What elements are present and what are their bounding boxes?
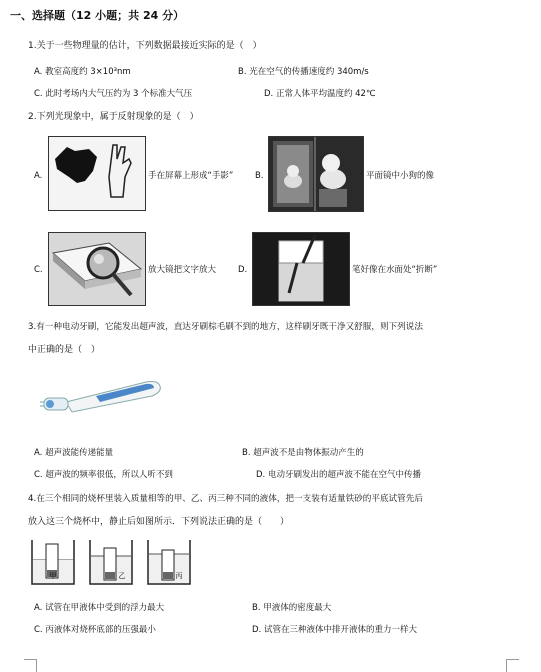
question-4-stem-line-1: 4.在三个相同的烧杯里装入质量相等的甲、乙、丙三种不同的液体，把一支装有适量铁砂的平底试管先后	[28, 494, 423, 504]
q3-option-d: D. 电动牙刷发出的超声波不能在空气中传播	[256, 470, 421, 480]
q3-option-a: A. 超声波能传递能量	[34, 448, 114, 458]
three-beakers-diagram	[26, 536, 198, 588]
q1-option-c: C. 此时考场内大气压约为 3 个标准大气压	[34, 89, 193, 99]
q1-option-a: A. 教室高度约 3×10³nm	[34, 67, 131, 77]
question-2-stem: 2.下列光现象中，属于反射现象的是（ ）	[28, 112, 199, 122]
q2-option-b-letter: B.	[255, 171, 264, 181]
q2-option-a-caption: 手在屏幕上形成“手影”	[148, 171, 234, 181]
beaker-label-yi: 乙	[118, 572, 126, 580]
mirror-dog-image	[268, 136, 364, 212]
beaker-label-jia: 甲	[49, 572, 57, 580]
question-3-stem-line-1: 3.有一种电动牙刷，它能发出超声波，直达牙刷棕毛刷不到的地方，这样刷牙既干净又舒服，则下列说法	[28, 322, 423, 332]
question-3-stem-line-2: 中正确的是（ ）	[28, 345, 101, 355]
q1-option-b: B. 光在空气的传播速度约 340m/s	[238, 67, 369, 77]
section-title: 一、选择题（12 小题；共 24 分）	[10, 9, 185, 22]
q2-option-d-caption: 笔好像在水面处“折断”	[352, 265, 438, 275]
q4-option-d: D. 试管在三种液体中排开液体的重力一样大	[252, 625, 417, 635]
q4-option-b: B. 甲液体的密度最大	[252, 603, 332, 613]
question-4-stem-line-2: 放入这三个烧杯中，静止后如图所示．下列说法正确的是（ ）	[28, 517, 290, 527]
hand-shadow-image	[48, 136, 146, 211]
magnifier-image	[48, 232, 146, 306]
q3-option-b: B. 超声波不是由物体振动产生的	[242, 448, 364, 458]
page-corner-mark-right	[506, 659, 519, 672]
q2-option-d-letter: D.	[238, 265, 248, 275]
q4-option-c: C. 丙液体对烧杯底部的压强最小	[34, 625, 156, 635]
bent-pencil-image	[252, 232, 350, 306]
q2-option-b-caption: 平面镜中小狗的像	[366, 171, 435, 181]
q2-option-c-caption: 放大镜把文字放大	[148, 265, 217, 275]
question-1-stem: 1.关于一些物理量的估计，下列数据最接近实际的是（ ）	[28, 41, 262, 51]
q2-option-c-letter: C.	[34, 265, 43, 275]
page-corner-mark-left	[24, 659, 37, 672]
q4-option-a: A. 试管在甲液体中受到的浮力最大	[34, 603, 165, 613]
q2-option-a-letter: A.	[34, 171, 43, 181]
beaker-label-bing: 丙	[175, 572, 183, 580]
q1-option-d: D. 正常人体平均温度约 42℃	[264, 89, 376, 99]
q3-option-c: C. 超声波的频率很低，所以人听不到	[34, 470, 173, 480]
electric-toothbrush-image	[36, 372, 166, 422]
